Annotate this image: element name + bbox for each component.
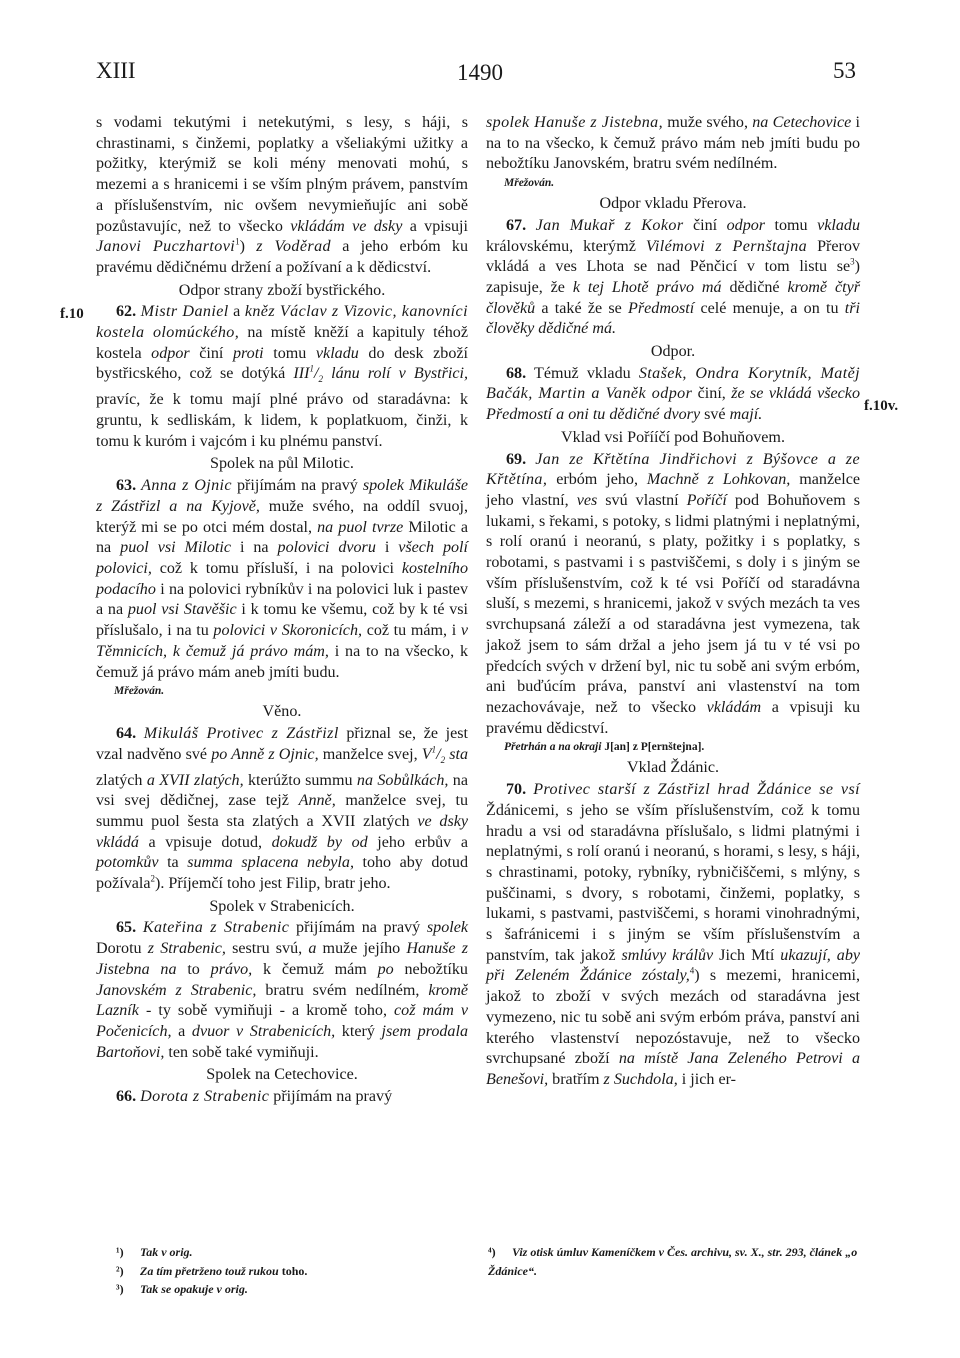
section-heading: Spolek na Cetechovice. [206, 1066, 358, 1084]
footnotes-left [116, 1243, 446, 1299]
footnote: ³) Tak se opakuje v orig. [116, 1282, 248, 1296]
footnote: ⁴) Viz otisk úmluv Kameníčkem v Čes. archivu, sv. X., str. 293, článek „o Ždánice“. [488, 1245, 858, 1278]
paragraph: spolek Hanuše z Jistebna, muže svého, na Cetechovice i na to na všecko, k čemuž právo mám neb jmíti budu po nebožtíku Janovském, bratru svém nedílném. [486, 114, 860, 173]
header-center: 1490 [457, 60, 503, 85]
entry-64: 64. Mikuláš Protivec z Zástřizl přiznal se, že jest vzal nadvěno své po Anně z Ojnic, manželce svej, $V^1/_2$ sta zlatých a XVII zlatých, kterúžto summu na Sobůlkách, na vsi svej dědičnej, zase tejž Anně, manželce svej, tu summu puol šesta sta zlatých a XVII zlatých ve dsky vkládá a vpisuje dotud, dokudž by od jeho erbův a potomkův ta summa splacena nebyla, toho aby dotud požívala$^2$). Příjemčí toho jest Filip, bratr jeho. [96, 724, 469, 893]
margin-note-left: f.10 [60, 306, 84, 322]
footnote: ²) Za tím přetrženo touž rukou toho. [116, 1263, 308, 1278]
right-column [486, 113, 860, 1091]
entry-70: 70. Protivec starší z Zástřizl hrad Ždánice se vsí Ždánicemi, s jeho se vším příslušenstvím, což k tomu hradu a vsi od staradávna příslušalo, s lidmi platnými i neplatnými, s rolí oranú i neoranú, s horami, s lesy, s háji, s chrastinami, potoky, rybníky, rybničiščemi, s mlýny, s puščinami, s dvory, s robotami, činžemi, poplatky, s lukami, s pastvami, pastviščemi, s horami vinohradnými, s šafránicemi i s jiným se vším příslušenstvím a panstvím, tak jakož smlúvy králův Jich Mtí ukazují, aby při Zeleném Ždánice zóstaly,$^4$) s mezemi, hranicemi, jakož to zboží v svých mezách od staradávna jest vymezeno, nic tu sobě ani svým erbóm práva, panství ani kterého vlastenství nepozóstavuje, než to všecko svrchupsané zboží na místě Jana Zeleného Petrovi a Benešovi, bratřím z Suchdola, i jich er- [486, 781, 861, 1088]
section-heading: Spolek v Strabenicích. [209, 897, 355, 915]
left-column [96, 113, 468, 1108]
entry-67: 67. Jan Mukař z Kokor činí odpor tomu vkladu královskému, kterýmž Vilémovi z Pernštajna Přerov vkládá a ves Lhota se nad Pěnčicí v tom listu $se^3$) zapisuje, že k tej Lhotě právo má dědičné kromě čtyř člověků a také že se Předmostí celé menuje, a on tu tři člověky dědičné má. [486, 216, 861, 338]
footnotes-right [488, 1243, 860, 1280]
entry-65: 65. Kateřina z Strabenic přijímám na pravý spolek Dorotu z Strabenic, sestru svú, a muže jejího Hanuše z Jistebna na to právo, k čemuž mám po nebožtíku Janovském z Strabenic, bratru svém nedílném, kromě Lazník - ty sobě vymiňuji - a kromě toho, což mám v Počenicích, a dvuor v Strabenicích, který jsem prodala Bartoňovi, ten sobě také vymiňuji. [96, 919, 469, 1061]
entry-63: 63. Anna z Ojnic přijímám na pravý spolek Mikuláše z Zástřizl a na Kyjově, muže svého, na oddíl svuoj, kterýž mi se po otci mém dostal, na puol tvrze Milotic a na puol vsi Milotic i na polovici dvoru i všech polí polovici, což k tomu přísluší, i na polovici kostelního podacího i na polovici rybníkův i na polovici luk i pastev a na puol vsi Stavěšic i k tomu ke všemu, což by k té vsi příslušalo, i na tu polovici v Skoronicích, což tu mám, i v Těmnicích, k čemuž já právo mám, i na to na všecko, k čemuž já právo mám aneb jmíti budu. [96, 477, 469, 681]
entry-69: 69. Jan ze Křtětína Jindřichovi z Býšovce a ze Křtětína, erbóm jeho, Machně z Lohkovan, manželce jeho vlastní, ves svú vlastní Poříčí pod Bohuňovem s lukami, s řekami, s potoky, s lidmi platnými i neplatnými, s rolí oranú i neoranú, s platy, požitky i s poplatky, s robotami, s pastvami i s pastviščemi, s doly i s jiným se vším příslušenstvím, což k té vsi Poříčí od staradávna sluší, s mezemi, s hranicemi, jakož v svých mezách ta ves svrchupsaná záleží a od staradávna jest vymezena, tak jakož jsem to sám držal a jeho jsem já tu v té vsi po předcích svých v držení byl, nic tu sobě ani svým erbóm, ani buďúcím práva, panství ani vlastenství na tom nezachovávaje, než to všecko vkládám a vpisuji ku pravému dědicství. [486, 450, 860, 737]
registry-note: Mřežován. [114, 685, 165, 698]
entry-68: 68. Témuž vkladu Stašek, Ondra Korytník, Matěj Bačák, Martin a Vaněk odpor činí, že se vkládá všecko Předmostí a oni tu dědičné dvory své mají. [486, 364, 861, 424]
section-heading: Věno. [262, 703, 302, 721]
section-heading: Vklad vsi Pořííčí pod Bohuňovem. [561, 428, 785, 446]
paragraph: s vodami tekutými i netekutými, s lesy, s háji, s chrastinami, s činžemi, poplatky a všeliakými užitky a požitky, kterýmiž se koli mény menovati mohú, s mezemi a s hranicemi i se vším plným právem, panstvím a příslušenstvím, nic ovšem nevymieňujíc ani sobě pozůstavujíc, než to všecko vkládám ve dsky a vpisuji Janovi Puczhartovi$^1$) z Voděrad a jeho erbóm ku pravému dědičnému držení a požívaní a k dědicství. [96, 114, 469, 276]
entry-62: 62. Mistr Daniel a kněz Václav z Vizovic, kanovníci kostela olomúckého, na místě kněží a kapituly téhož kostela odpor činí proti tomu vkladu do desk zboží bystřicského, což se dotýká $III^1/_2$ lánu rolí v Bystřici, pravíc, že k tomu mají plné právo od staradávna: k gruntu, k sedliskám, k lidem, k poplatkuom, činži, k tomu k kuróm i vajcóm i ku plnému panství. [96, 303, 469, 450]
entry-66: 66. Dorota z Strabenic přijímám na pravý [116, 1088, 393, 1106]
registry-note: Mřežován. [504, 177, 555, 190]
section-heading: Odpor strany zboží bystřického. [178, 281, 386, 299]
footnote: ¹) Tak v orig. [116, 1245, 193, 1259]
section-heading: Vklad Ždánic. [626, 759, 720, 777]
section-heading: Odpor vkladu Přerova. [599, 195, 747, 213]
registry-note: Přetrhán a na okraji J[an] z P[ernštejna]. [504, 741, 705, 754]
section-heading: Spolek na půl Milotic. [210, 455, 354, 473]
header-left: XIII [96, 58, 136, 83]
section-heading: Odpor. [650, 343, 696, 361]
page-number: 53 [833, 58, 856, 83]
margin-note-right: f.10v. [864, 398, 899, 414]
